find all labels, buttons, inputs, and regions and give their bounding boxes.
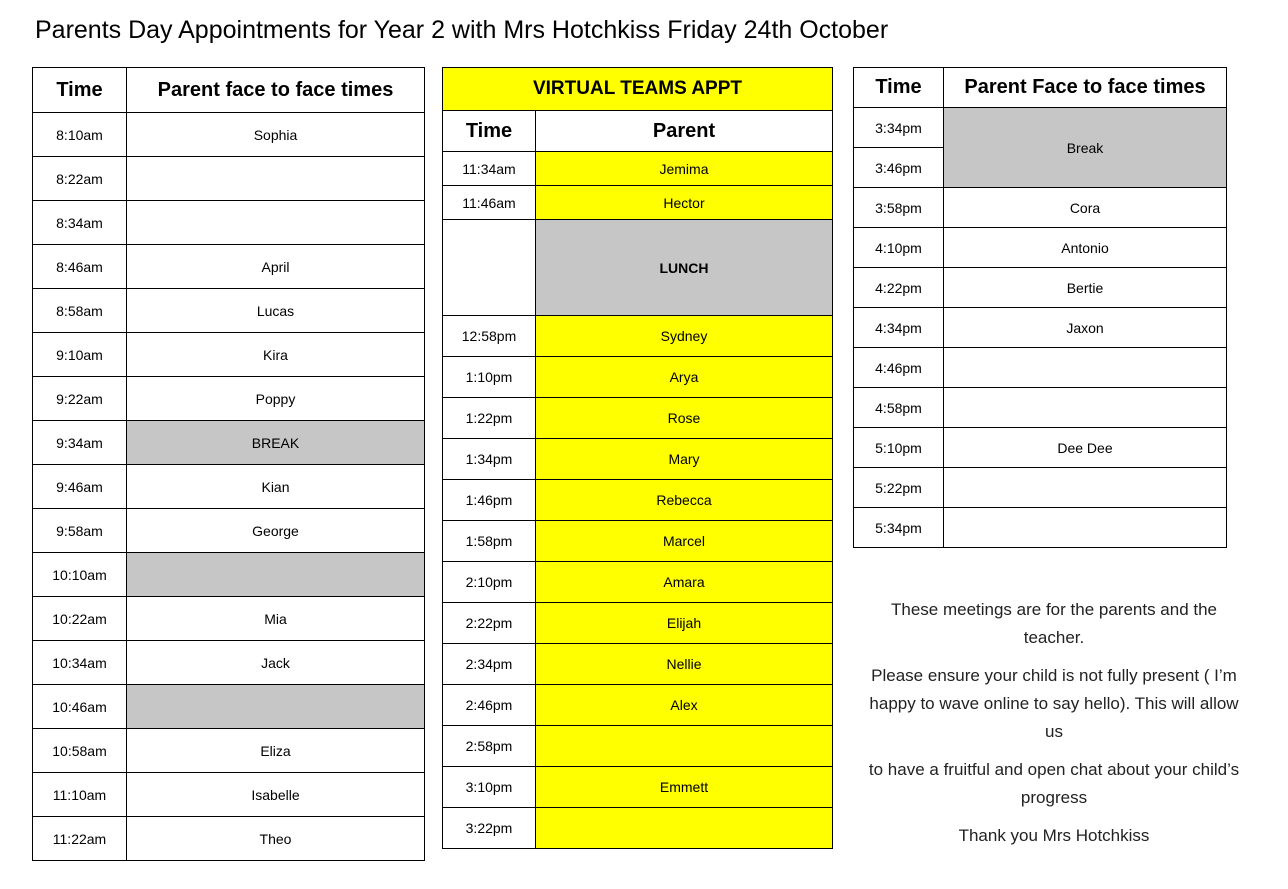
- table-row: [854, 268, 1227, 308]
- time-cell: 4:10pm: [854, 228, 944, 268]
- table-row: [443, 186, 833, 220]
- table-row: [443, 808, 833, 849]
- parent-cell: Bertie: [944, 268, 1227, 308]
- parent-cell: Lucas: [127, 289, 425, 333]
- parent-cell: Rebecca: [536, 480, 833, 521]
- morning-appointments-table: [32, 67, 425, 861]
- table-row: [854, 388, 1227, 428]
- table-row: [443, 644, 833, 685]
- time-cell: 11:22am: [33, 817, 127, 861]
- table-row: [443, 439, 833, 480]
- parent-cell: Antonio: [944, 228, 1227, 268]
- parent-cell: [127, 157, 425, 201]
- parent-cell: Jack: [127, 641, 425, 685]
- parent-cell: Sophia: [127, 113, 425, 157]
- parent-cell: April: [127, 245, 425, 289]
- table-row: [443, 398, 833, 439]
- time-cell: 2:10pm: [443, 562, 536, 603]
- time-cell: 4:22pm: [854, 268, 944, 308]
- time-cell: 1:22pm: [443, 398, 536, 439]
- table-header-row: [443, 111, 833, 152]
- table-row: [854, 308, 1227, 348]
- time-cell: 2:58pm: [443, 726, 536, 767]
- time-cell: 4:46pm: [854, 348, 944, 388]
- parent-cell: Theo: [127, 817, 425, 861]
- time-cell: 10:46am: [33, 685, 127, 729]
- time-cell: 5:34pm: [854, 508, 944, 548]
- parent-cell: [944, 348, 1227, 388]
- table-header-row: [854, 68, 1227, 108]
- time-cell: 2:22pm: [443, 603, 536, 644]
- table-row: [443, 603, 833, 644]
- lunch-row: [443, 220, 833, 316]
- break-cell: [127, 685, 425, 729]
- table-row: [443, 316, 833, 357]
- time-cell: 1:10pm: [443, 357, 536, 398]
- time-cell: [443, 220, 536, 316]
- afternoon-appointments-table: [853, 67, 1227, 548]
- table-row: [854, 348, 1227, 388]
- table-row: [33, 157, 425, 201]
- parent-cell: George: [127, 509, 425, 553]
- time-column-header: Time: [33, 68, 127, 113]
- break-cell: Break: [944, 108, 1227, 188]
- table-row: [33, 509, 425, 553]
- time-column-header: Time: [854, 68, 944, 108]
- time-cell: 9:10am: [33, 333, 127, 377]
- time-cell: 8:34am: [33, 201, 127, 245]
- parent-column-header: Parent: [536, 111, 833, 152]
- time-cell: 11:34am: [443, 152, 536, 186]
- parent-cell: Sydney: [536, 316, 833, 357]
- time-cell: 3:10pm: [443, 767, 536, 808]
- parent-cell: Mary: [536, 439, 833, 480]
- parent-cell: Kira: [127, 333, 425, 377]
- time-cell: 12:58pm: [443, 316, 536, 357]
- parent-cell: Dee Dee: [944, 428, 1227, 468]
- time-cell: 3:58pm: [854, 188, 944, 228]
- table-row: [33, 553, 425, 597]
- time-cell: 4:34pm: [854, 308, 944, 348]
- time-cell: 9:58am: [33, 509, 127, 553]
- note-paragraph: Thank you Mrs Hotchkiss: [958, 826, 1150, 845]
- table-row: [33, 421, 425, 465]
- time-cell: 10:58am: [33, 729, 127, 773]
- table-row: [33, 685, 425, 729]
- parent-cell: [536, 726, 833, 767]
- table-row: [33, 245, 425, 289]
- parent-cell: Kian: [127, 465, 425, 509]
- table-row: [443, 152, 833, 186]
- table-row: [443, 767, 833, 808]
- time-cell: 10:34am: [33, 641, 127, 685]
- table-row: [33, 597, 425, 641]
- table-row: [443, 357, 833, 398]
- parent-cell: [944, 468, 1227, 508]
- time-cell: 1:58pm: [443, 521, 536, 562]
- parent-cell: Amara: [536, 562, 833, 603]
- time-cell: 10:10am: [33, 553, 127, 597]
- table-row: [854, 188, 1227, 228]
- notes-block: [868, 596, 1240, 860]
- table-row: [854, 108, 1227, 148]
- parent-cell: Eliza: [127, 729, 425, 773]
- table-header-row: [33, 68, 425, 113]
- time-cell: 9:46am: [33, 465, 127, 509]
- table-row: [33, 289, 425, 333]
- parent-cell: Nellie: [536, 644, 833, 685]
- parent-cell: Marcel: [536, 521, 833, 562]
- note-paragraph: to have a fruitful and open chat about your child’s progress: [868, 760, 1240, 807]
- time-cell: 10:22am: [33, 597, 127, 641]
- break-cell: BREAK: [127, 421, 425, 465]
- table-row: [443, 521, 833, 562]
- time-cell: 3:34pm: [854, 108, 944, 148]
- table-row: [443, 685, 833, 726]
- parent-cell: Alex: [536, 685, 833, 726]
- time-cell: 3:22pm: [443, 808, 536, 849]
- parent-cell: Poppy: [127, 377, 425, 421]
- virtual-teams-banner: VIRTUAL TEAMS APPT: [443, 68, 833, 111]
- parent-cell: Emmett: [536, 767, 833, 808]
- parent-cell: Arya: [536, 357, 833, 398]
- table-row: [443, 726, 833, 767]
- table-row: [33, 729, 425, 773]
- time-cell: 4:58pm: [854, 388, 944, 428]
- parent-cell: Elijah: [536, 603, 833, 644]
- page-title: Parents Day Appointments for Year 2 with Mrs Hotchkiss Friday 24th October: [35, 16, 889, 44]
- table-row: [33, 333, 425, 377]
- parent-cell: [127, 201, 425, 245]
- time-cell: 5:22pm: [854, 468, 944, 508]
- table-row: [33, 201, 425, 245]
- break-cell: [127, 553, 425, 597]
- table-row: [33, 817, 425, 861]
- time-cell: 5:10pm: [854, 428, 944, 468]
- table-row: [33, 773, 425, 817]
- time-cell: 8:22am: [33, 157, 127, 201]
- time-cell: 11:10am: [33, 773, 127, 817]
- table-row: [33, 113, 425, 157]
- table-row: [33, 377, 425, 421]
- parent-cell: Hector: [536, 186, 833, 220]
- time-cell: 11:46am: [443, 186, 536, 220]
- parent-cell: Mia: [127, 597, 425, 641]
- parent-column-header: Parent face to face times: [127, 68, 425, 113]
- table-row: [854, 228, 1227, 268]
- table-row: [33, 641, 425, 685]
- table-row: [854, 508, 1227, 548]
- parent-cell: Jaxon: [944, 308, 1227, 348]
- parent-column-header: Parent Face to face times: [944, 68, 1227, 108]
- time-cell: 1:34pm: [443, 439, 536, 480]
- virtual-appointments-table: [442, 67, 833, 849]
- parent-cell: Isabelle: [127, 773, 425, 817]
- table-row: [854, 468, 1227, 508]
- note-paragraph: These meetings are for the parents and the teacher.: [890, 600, 1218, 647]
- table-row: [854, 428, 1227, 468]
- table-row: [33, 465, 425, 509]
- time-cell: 9:22am: [33, 377, 127, 421]
- parent-cell: Jemima: [536, 152, 833, 186]
- table-row: [443, 562, 833, 603]
- time-cell: 2:34pm: [443, 644, 536, 685]
- parent-cell: Cora: [944, 188, 1227, 228]
- parent-cell: [536, 808, 833, 849]
- time-cell: 9:34am: [33, 421, 127, 465]
- time-column-header: Time: [443, 111, 536, 152]
- time-cell: 8:46am: [33, 245, 127, 289]
- time-cell: 1:46pm: [443, 480, 536, 521]
- parent-cell: Rose: [536, 398, 833, 439]
- parent-cell: [944, 508, 1227, 548]
- note-paragraph: Please ensure your child is not fully present ( I’m happy to wave online to say hello). This will allow us: [869, 666, 1239, 741]
- table-row: [443, 480, 833, 521]
- parent-cell: [944, 388, 1227, 428]
- time-cell: 8:10am: [33, 113, 127, 157]
- time-cell: 2:46pm: [443, 685, 536, 726]
- time-cell: 8:58am: [33, 289, 127, 333]
- time-cell: 3:46pm: [854, 148, 944, 188]
- lunch-cell: LUNCH: [536, 220, 833, 316]
